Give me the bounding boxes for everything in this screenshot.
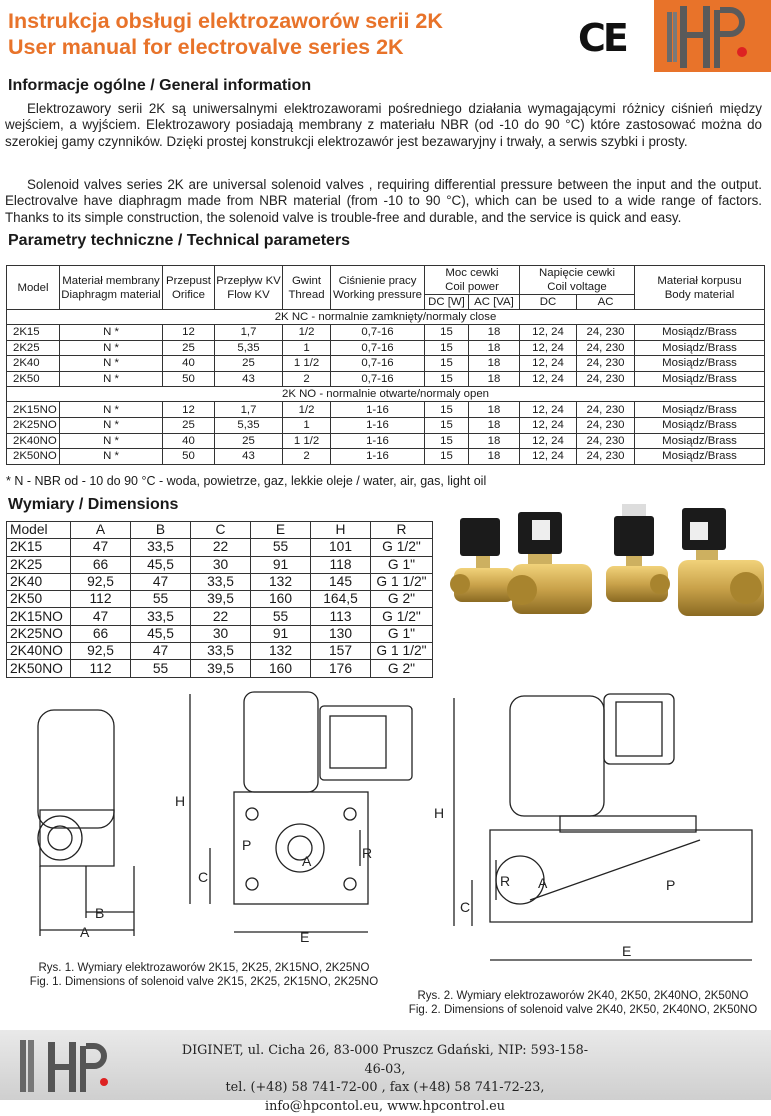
table-cell: 12, 24	[520, 340, 577, 356]
table-cell: N *	[60, 356, 163, 372]
table-cell: 40	[163, 433, 215, 449]
table-cell: N *	[60, 402, 163, 418]
footer-web[interactable]: info@hpcontol.eu, www.hpcontrol.eu	[175, 1098, 595, 1116]
label-r2: R	[500, 873, 510, 889]
valve-photo-4	[678, 508, 764, 616]
table-row	[7, 643, 433, 660]
table-cell: 33,5	[131, 608, 191, 625]
table-cell: 12, 24	[520, 325, 577, 341]
th-body: Materiał korpusu Body material	[635, 266, 765, 310]
table-cell: 1-16	[331, 402, 425, 418]
table-row	[7, 433, 765, 449]
tech-params-table	[6, 265, 765, 465]
dims-header-cell: A	[71, 522, 131, 539]
table-cell: 132	[251, 573, 311, 590]
th-flow: Przepływ KV Flow KV	[215, 266, 283, 310]
general-heading: Informacje ogólne / General information	[8, 77, 311, 95]
table-cell: 92,5	[71, 573, 131, 590]
table-cell: 160	[251, 591, 311, 608]
table-cell: 2K25NO	[7, 625, 71, 642]
table-cell: N *	[60, 449, 163, 465]
title-en: User manual for electrovalve series 2K	[8, 35, 404, 60]
table-cell: 66	[71, 625, 131, 642]
table-row	[7, 573, 433, 590]
general-paragraph-en	[5, 177, 762, 226]
valve-photo-1	[450, 518, 514, 602]
table-row	[7, 417, 765, 433]
table-cell: 45,5	[131, 625, 191, 642]
label-e1: E	[300, 929, 309, 945]
table-cell: 22	[191, 539, 251, 556]
table-cell: N *	[60, 340, 163, 356]
fig2-caption-pl: Rys. 2. Wymiary elektrozaworów 2K40, 2K50, 2K40NO, 2K50NO	[398, 990, 768, 1004]
dims-header-row	[7, 522, 433, 539]
fig2-caption	[398, 990, 768, 1017]
table-cell: 2K50NO	[7, 449, 60, 465]
label-p1: P	[242, 837, 251, 853]
table-cell: 1-16	[331, 417, 425, 433]
table-row	[7, 356, 765, 372]
table-cell: 112	[71, 591, 131, 608]
table-cell: 2K40	[7, 356, 60, 372]
dims-header-cell: B	[131, 522, 191, 539]
table-cell: 2K40	[7, 573, 71, 590]
tech-heading: Parametry techniczne / Technical parameters	[8, 232, 350, 250]
table-cell: 33,5	[131, 539, 191, 556]
table-cell: 2K25NO	[7, 417, 60, 433]
table-row	[7, 539, 433, 556]
table-cell: 12	[163, 325, 215, 341]
table-cell: 33,5	[191, 573, 251, 590]
label-p2: P	[666, 877, 675, 893]
general-paragraph-pl	[5, 101, 762, 150]
label-e2: E	[622, 943, 631, 959]
label-a2: A	[302, 853, 312, 869]
general-text-en: Solenoid valves series 2K are universal solenoid valves , requiring differential pressure between the input and the output. Electrovalve have diaphragm made from NBR material (from -10 to 90 °C), which can be used to a wide range of factors. Thanks to its simple construction, the solenoid valve is trouble-free and durable, and the service is quick and easy.	[5, 177, 762, 225]
table-cell: 12, 24	[520, 371, 577, 387]
table-cell: 24, 230	[577, 449, 635, 465]
table-cell: 2K40NO	[7, 643, 71, 660]
table-cell: 25	[163, 417, 215, 433]
table-cell: 39,5	[191, 660, 251, 677]
table-cell: 1,7	[215, 325, 283, 341]
table-cell: 30	[191, 625, 251, 642]
table-row	[7, 340, 765, 356]
table-cell: 145	[311, 573, 371, 590]
table-cell: 118	[311, 556, 371, 573]
label-b: B	[95, 905, 104, 921]
title-pl: Instrukcja obsługi elektrozaworów serii 2K	[8, 9, 443, 34]
fig1-caption-pl: Rys. 1. Wymiary elektrozaworów 2K15, 2K25, 2K15NO, 2K25NO	[4, 962, 404, 976]
table-cell: G 2"	[371, 660, 433, 677]
table-row	[7, 625, 433, 642]
th-dc-w: DC [W]	[425, 295, 469, 310]
table-cell: 55	[251, 608, 311, 625]
page-header	[0, 0, 771, 72]
ce-mark: CE	[578, 16, 626, 60]
table-cell: 15	[425, 340, 469, 356]
th-model: Model	[7, 266, 60, 310]
table-cell: 47	[71, 539, 131, 556]
th-thread: Gwint Thread	[283, 266, 331, 310]
table-cell: 1-16	[331, 449, 425, 465]
table-cell: G 1/2"	[371, 539, 433, 556]
table-cell: 47	[71, 608, 131, 625]
table-cell: Mosiądz/Brass	[635, 417, 765, 433]
hp-control-logo-icon	[654, 0, 771, 72]
table-cell: 12, 24	[520, 417, 577, 433]
th-coil-power: Moc cewki Coil power	[425, 266, 520, 295]
table-cell: G 1"	[371, 556, 433, 573]
table-cell: 1 1/2	[283, 356, 331, 372]
table-cell: 39,5	[191, 591, 251, 608]
table-cell: 25	[215, 433, 283, 449]
table-cell: 15	[425, 417, 469, 433]
table-cell: 1/2	[283, 402, 331, 418]
valve-photo-2	[507, 512, 592, 614]
table-cell: 24, 230	[577, 371, 635, 387]
table-cell: 18	[469, 402, 520, 418]
table-row	[7, 325, 765, 341]
section-no: 2K NO - normalnie otwarte/normaly open	[7, 387, 765, 402]
table-cell: N *	[60, 417, 163, 433]
table-cell: 45,5	[131, 556, 191, 573]
table-cell: 18	[469, 340, 520, 356]
table-cell: 18	[469, 417, 520, 433]
footer-address: DIGINET, ul. Cicha 26, 83-000 Pruszcz Gdański, NIP: 593-158-46-03,	[175, 1042, 595, 1079]
table-cell: 2	[283, 449, 331, 465]
section-nc: 2K NC - normalnie zamknięty/normaly close	[7, 310, 765, 325]
footer-phone: tel. (+48) 58 741-72-00 , fax (+48) 58 741-72-23,	[175, 1079, 595, 1098]
table-cell: 0,7-16	[331, 371, 425, 387]
label-a1: A	[80, 924, 90, 940]
table-cell: 43	[215, 371, 283, 387]
table-cell: 50	[163, 449, 215, 465]
th-pressure: Ciśnienie pracy Working pressure	[331, 266, 425, 310]
dims-header-cell: Model	[7, 522, 71, 539]
table-cell: 1-16	[331, 433, 425, 449]
table-cell: 2K40NO	[7, 433, 60, 449]
page-footer	[0, 1030, 771, 1100]
dims-header-cell: E	[251, 522, 311, 539]
table-cell: 91	[251, 556, 311, 573]
label-h1: H	[175, 793, 185, 809]
drawing-fig1-side	[38, 710, 134, 936]
table-cell: 18	[469, 371, 520, 387]
table-cell: 92,5	[71, 643, 131, 660]
table-cell: 24, 230	[577, 417, 635, 433]
table-cell: Mosiądz/Brass	[635, 356, 765, 372]
table-cell: 18	[469, 449, 520, 465]
fig1-caption-en: Fig. 1. Dimensions of solenoid valve 2K15, 2K25, 2K15NO, 2K25NO	[4, 976, 404, 990]
fig1-caption	[4, 962, 404, 989]
table-cell: 12, 24	[520, 449, 577, 465]
table-cell: N *	[60, 433, 163, 449]
table-cell: 24, 230	[577, 402, 635, 418]
th-dc: DC	[520, 295, 577, 310]
table-cell: 91	[251, 625, 311, 642]
table-cell: Mosiądz/Brass	[635, 325, 765, 341]
table-row	[7, 660, 433, 677]
label-c1: C	[198, 869, 208, 885]
valve-photos	[446, 500, 771, 630]
th-coil-voltage: Napięcie cewki Coil voltage	[520, 266, 635, 295]
table-cell: 0,7-16	[331, 325, 425, 341]
hp-control-footer-logo-icon	[18, 1038, 128, 1096]
table-cell: 15	[425, 449, 469, 465]
table-cell: 2K15NO	[7, 402, 60, 418]
fig2-caption-en: Fig. 2. Dimensions of solenoid valve 2K40, 2K50, 2K40NO, 2K50NO	[398, 1004, 768, 1018]
table-cell: 176	[311, 660, 371, 677]
table-cell: 0,7-16	[331, 340, 425, 356]
th-diaphragm: Materiał membrany Diaphragm material	[60, 266, 163, 310]
table-cell: 50	[163, 371, 215, 387]
table-cell: 24, 230	[577, 340, 635, 356]
table-row	[7, 449, 765, 465]
table-cell: 1/2	[283, 325, 331, 341]
table-cell: 24, 230	[577, 325, 635, 341]
table-cell: 2K15	[7, 325, 60, 341]
table-row	[7, 402, 765, 418]
table-cell: 0,7-16	[331, 356, 425, 372]
table-cell: G 1/2"	[371, 608, 433, 625]
drawing-fig1-front	[190, 692, 412, 932]
table-cell: 12, 24	[520, 433, 577, 449]
table-cell: G 1"	[371, 625, 433, 642]
table-cell: 55	[251, 539, 311, 556]
label-a3: A	[538, 875, 548, 891]
table-cell: N *	[60, 371, 163, 387]
label-c2: C	[460, 899, 470, 915]
label-r1: R	[362, 845, 372, 861]
table-cell: 132	[251, 643, 311, 660]
th-ac: AC	[577, 295, 635, 310]
table-row	[7, 371, 765, 387]
table-cell: 12, 24	[520, 356, 577, 372]
table-row	[7, 608, 433, 625]
dims-heading: Wymiary / Dimensions	[8, 496, 178, 514]
table-cell: 5,35	[215, 417, 283, 433]
table-cell: 55	[131, 660, 191, 677]
table-row	[7, 591, 433, 608]
table-cell: 24, 230	[577, 433, 635, 449]
th-ac-va: AC [VA]	[469, 295, 520, 310]
table-cell: 2K25	[7, 340, 60, 356]
table-cell: Mosiądz/Brass	[635, 449, 765, 465]
table-cell: N *	[60, 325, 163, 341]
table-cell: 66	[71, 556, 131, 573]
table-cell: 15	[425, 371, 469, 387]
table-cell: 12	[163, 402, 215, 418]
table-cell: 40	[163, 356, 215, 372]
table-cell: 25	[163, 340, 215, 356]
table-cell: 2K50	[7, 591, 71, 608]
table-cell: G 1 1/2"	[371, 573, 433, 590]
table-cell: 30	[191, 556, 251, 573]
table-cell: 25	[215, 356, 283, 372]
dims-header-cell: R	[371, 522, 433, 539]
label-h2: H	[434, 805, 444, 821]
table-cell: Mosiądz/Brass	[635, 340, 765, 356]
table-cell: G 1 1/2"	[371, 643, 433, 660]
table-row	[7, 556, 433, 573]
table-cell: 2K25	[7, 556, 71, 573]
table-cell: 15	[425, 356, 469, 372]
table-cell: 15	[425, 402, 469, 418]
table-cell: 15	[425, 433, 469, 449]
table-cell: 22	[191, 608, 251, 625]
drawing-fig2	[454, 694, 752, 960]
dimensions-table	[6, 521, 433, 678]
table-cell: Mosiądz/Brass	[635, 371, 765, 387]
table-cell: 130	[311, 625, 371, 642]
table-cell: 47	[131, 643, 191, 660]
table-cell: 2K50NO	[7, 660, 71, 677]
table-cell: 157	[311, 643, 371, 660]
table-cell: 12, 24	[520, 402, 577, 418]
table-cell: 18	[469, 325, 520, 341]
valve-photo-3	[606, 504, 670, 602]
table-cell: 33,5	[191, 643, 251, 660]
table-cell: Mosiądz/Brass	[635, 433, 765, 449]
table-cell: G 2"	[371, 591, 433, 608]
dims-header-cell: C	[191, 522, 251, 539]
dims-header-cell: H	[311, 522, 371, 539]
material-note: * N - NBR od - 10 do 90 °C - woda, powietrze, gaz, lekkie oleje / water, air, gas, light oil	[6, 474, 486, 488]
table-cell: 5,35	[215, 340, 283, 356]
table-cell: Mosiądz/Brass	[635, 402, 765, 418]
table-cell: 1	[283, 340, 331, 356]
table-cell: 164,5	[311, 591, 371, 608]
table-cell: 2	[283, 371, 331, 387]
table-cell: 1 1/2	[283, 433, 331, 449]
table-cell: 18	[469, 433, 520, 449]
table-cell: 160	[251, 660, 311, 677]
table-cell: 18	[469, 356, 520, 372]
table-cell: 24, 230	[577, 356, 635, 372]
table-cell: 2K50	[7, 371, 60, 387]
table-cell: 43	[215, 449, 283, 465]
table-cell: 15	[425, 325, 469, 341]
technical-drawings	[0, 680, 771, 980]
table-cell: 1,7	[215, 402, 283, 418]
th-orifice: Przepust Orifice	[163, 266, 215, 310]
table-cell: 112	[71, 660, 131, 677]
table-cell: 113	[311, 608, 371, 625]
table-cell: 2K15	[7, 539, 71, 556]
table-cell: 47	[131, 573, 191, 590]
footer-contact	[175, 1042, 595, 1116]
table-cell: 2K15NO	[7, 608, 71, 625]
table-cell: 1	[283, 417, 331, 433]
table-cell: 55	[131, 591, 191, 608]
general-text-pl: Elektrozawory serii 2K są uniwersalnymi elektrozaworami pośredniego działania wymagającymi różnicy ciśnień między wejściem, a wyjściem. Elektrozawory posiadają membrany z materiału NBR (od -10 do 90 °C) które zastosować można do szerokiej gamy czynników. Dzięki prostej konstrukcji elektrozawór jest bezawaryjny i trwały, a serwis szybki i prosty.	[5, 101, 762, 149]
table-cell: 101	[311, 539, 371, 556]
